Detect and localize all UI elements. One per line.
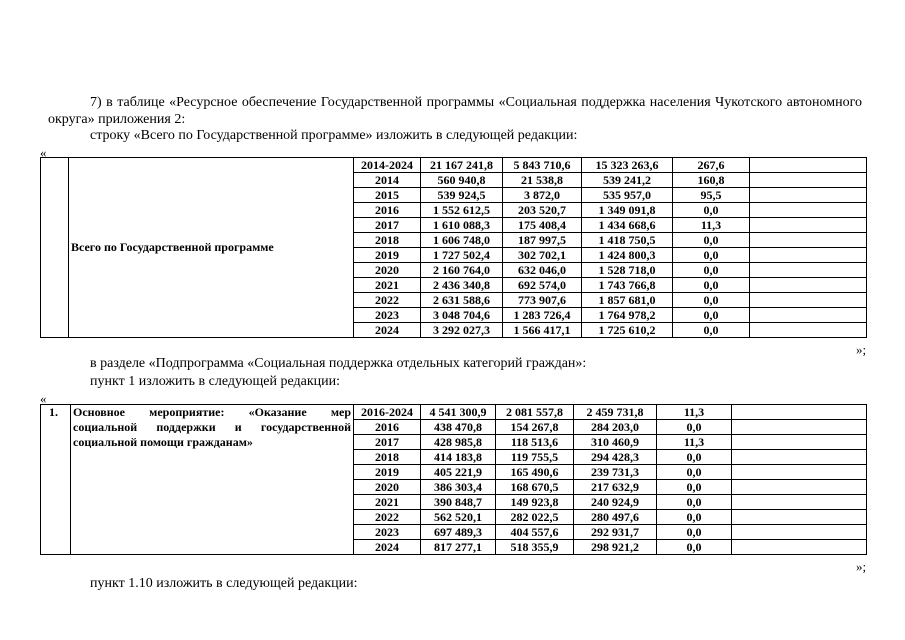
empty-cell (732, 405, 867, 420)
main-activity-table (40, 404, 867, 555)
other-cell: 0,0 (673, 203, 750, 218)
other-cell: 0,0 (657, 495, 732, 510)
year-cell: 2015 (354, 188, 421, 203)
regional-cell: 1 434 668,6 (582, 218, 673, 233)
total-program-table (40, 157, 867, 338)
year-cell: 2016 (354, 420, 421, 435)
other-cell: 0,0 (657, 465, 732, 480)
paragraph-point-1-10-instruction: пункт 1.10 изложить в следующей редакции: (90, 576, 358, 591)
empty-cell (750, 308, 867, 323)
empty-cell (732, 435, 867, 450)
year-cell: 2024 (354, 323, 421, 338)
regional-cell: 15 323 263,6 (582, 158, 673, 173)
empty-cell (732, 420, 867, 435)
federal-cell: 203 520,7 (503, 203, 582, 218)
year-cell: 2018 (354, 233, 421, 248)
total-cell: 438 470,8 (421, 420, 496, 435)
year-cell: 2020 (354, 263, 421, 278)
empty-cell (732, 525, 867, 540)
federal-cell: 149 923,8 (496, 495, 574, 510)
regional-cell: 310 460,9 (574, 435, 657, 450)
regional-cell: 240 924,9 (574, 495, 657, 510)
empty-cell (750, 188, 867, 203)
total-cell: 414 183,8 (421, 450, 496, 465)
total-cell: 1 606 748,0 (421, 233, 503, 248)
year-cell: 2017 (354, 218, 421, 233)
other-cell: 0,0 (673, 248, 750, 263)
year-cell: 2016 (354, 203, 421, 218)
total-cell: 560 940,8 (421, 173, 503, 188)
year-cell: 2021 (354, 278, 421, 293)
empty-cell (750, 158, 867, 173)
empty-cell (732, 450, 867, 465)
federal-cell: 632 046,0 (503, 263, 582, 278)
federal-cell: 154 267,8 (496, 420, 574, 435)
federal-cell: 302 702,1 (503, 248, 582, 263)
other-cell: 0,0 (657, 525, 732, 540)
other-cell: 0,0 (657, 540, 732, 555)
empty-cell (750, 248, 867, 263)
empty-cell (750, 218, 867, 233)
year-cell: 2021 (354, 495, 421, 510)
regional-cell: 217 632,9 (574, 480, 657, 495)
federal-cell: 692 574,0 (503, 278, 582, 293)
other-cell: 0,0 (673, 323, 750, 338)
total-cell: 405 221,9 (421, 465, 496, 480)
regional-cell: 1 528 718,0 (582, 263, 673, 278)
federal-cell: 773 907,6 (503, 293, 582, 308)
empty-cell (732, 540, 867, 555)
table-row (41, 158, 867, 173)
empty-cell (732, 480, 867, 495)
regional-cell: 1 725 610,2 (582, 323, 673, 338)
federal-cell: 2 081 557,8 (496, 405, 574, 420)
total-cell: 2 631 588,6 (421, 293, 503, 308)
regional-cell: 294 428,3 (574, 450, 657, 465)
year-cell: 2023 (354, 525, 421, 540)
year-cell: 2019 (354, 465, 421, 480)
regional-cell: 1 424 800,3 (582, 248, 673, 263)
regional-cell: 1 764 978,2 (582, 308, 673, 323)
year-cell: 2020 (354, 480, 421, 495)
other-cell: 0,0 (657, 420, 732, 435)
total-cell: 2 436 340,8 (421, 278, 503, 293)
federal-cell: 5 843 710,6 (503, 158, 582, 173)
regional-cell: 2 459 731,8 (574, 405, 657, 420)
year-cell: 2022 (354, 510, 421, 525)
regional-cell: 280 497,6 (574, 510, 657, 525)
federal-cell: 282 022,5 (496, 510, 574, 525)
other-cell: 11,3 (657, 435, 732, 450)
year-cell: 2022 (354, 293, 421, 308)
row-label: Всего по Государственной программе (69, 158, 354, 338)
regional-cell: 284 203,0 (574, 420, 657, 435)
federal-cell: 3 872,0 (503, 188, 582, 203)
other-cell: 95,5 (673, 188, 750, 203)
total-cell: 1 610 088,3 (421, 218, 503, 233)
total-cell: 2 160 764,0 (421, 263, 503, 278)
other-cell: 0,0 (673, 263, 750, 278)
federal-cell: 21 538,8 (503, 173, 582, 188)
total-cell: 386 303,4 (421, 480, 496, 495)
total-cell: 562 520,1 (421, 510, 496, 525)
empty-cell (750, 233, 867, 248)
empty-cell (750, 278, 867, 293)
year-cell: 2014 (354, 173, 421, 188)
paragraph-subprogram-section: в разделе «Подпрограмма «Социальная поддержка отдельных категорий граждан»: (90, 356, 587, 371)
federal-cell: 119 755,5 (496, 450, 574, 465)
year-cell: 2019 (354, 248, 421, 263)
row-label: Основное мероприятие: «Оказание мер социальной поддержки и государственной социальной помощи гражданам» (71, 405, 354, 555)
empty-cell (750, 323, 867, 338)
regional-cell: 1 418 750,5 (582, 233, 673, 248)
other-cell: 0,0 (657, 450, 732, 465)
year-cell: 2023 (354, 308, 421, 323)
total-cell: 1 552 612,5 (421, 203, 503, 218)
empty-cell (732, 465, 867, 480)
federal-cell: 404 557,6 (496, 525, 574, 540)
open-quote-1: « (40, 145, 47, 160)
regional-cell: 292 931,7 (574, 525, 657, 540)
table-row (41, 405, 867, 420)
total-cell: 3 292 027,3 (421, 323, 503, 338)
federal-cell: 1 566 417,1 (503, 323, 582, 338)
regional-cell: 298 921,2 (574, 540, 657, 555)
total-cell: 539 924,5 (421, 188, 503, 203)
other-cell: 11,3 (673, 218, 750, 233)
other-cell: 0,0 (673, 278, 750, 293)
empty-number-cell (41, 158, 69, 338)
total-cell: 4 541 300,9 (421, 405, 496, 420)
empty-cell (750, 293, 867, 308)
federal-cell: 168 670,5 (496, 480, 574, 495)
empty-cell (750, 173, 867, 188)
year-cell: 2016-2024 (354, 405, 421, 420)
paragraph-table-reference: 7) в таблице «Ресурсное обеспечение Государственной программы «Социальная поддержка населения Чукотского автономного округа» приложения 2: (48, 95, 862, 127)
federal-cell: 518 355,9 (496, 540, 574, 555)
regional-cell: 1 743 766,8 (582, 278, 673, 293)
federal-cell: 187 997,5 (503, 233, 582, 248)
other-cell: 0,0 (657, 480, 732, 495)
federal-cell: 175 408,4 (503, 218, 582, 233)
regional-cell: 1 857 681,0 (582, 293, 673, 308)
year-cell: 2024 (354, 540, 421, 555)
regional-cell: 535 957,0 (582, 188, 673, 203)
other-cell: 0,0 (673, 293, 750, 308)
other-cell: 0,0 (673, 308, 750, 323)
year-cell: 2017 (354, 435, 421, 450)
federal-cell: 118 513,6 (496, 435, 574, 450)
empty-cell (750, 263, 867, 278)
empty-cell (732, 495, 867, 510)
total-cell: 3 048 704,6 (421, 308, 503, 323)
item-number: 1. (41, 405, 71, 555)
other-cell: 11,3 (657, 405, 732, 420)
empty-cell (750, 203, 867, 218)
other-cell: 160,8 (673, 173, 750, 188)
other-cell: 0,0 (673, 233, 750, 248)
total-cell: 1 727 502,4 (421, 248, 503, 263)
total-cell: 817 277,1 (421, 540, 496, 555)
empty-cell (732, 510, 867, 525)
federal-cell: 165 490,6 (496, 465, 574, 480)
total-cell: 21 167 241,8 (421, 158, 503, 173)
other-cell: 267,6 (673, 158, 750, 173)
federal-cell: 1 283 726,4 (503, 308, 582, 323)
paragraph-row-instruction: строку «Всего по Государственной программе» изложить в следующей редакции: (90, 128, 578, 143)
total-cell: 390 848,7 (421, 495, 496, 510)
regional-cell: 539 241,2 (582, 173, 673, 188)
open-quote-2: « (40, 391, 47, 406)
year-cell: 2014-2024 (354, 158, 421, 173)
other-cell: 0,0 (657, 510, 732, 525)
paragraph-point-1-instruction: пункт 1 изложить в следующей редакции: (90, 374, 340, 389)
close-quote-1: »; (856, 342, 867, 357)
regional-cell: 1 349 091,8 (582, 203, 673, 218)
regional-cell: 239 731,3 (574, 465, 657, 480)
close-quote-2: »; (856, 559, 867, 574)
total-cell: 428 985,8 (421, 435, 496, 450)
year-cell: 2018 (354, 450, 421, 465)
total-cell: 697 489,3 (421, 525, 496, 540)
